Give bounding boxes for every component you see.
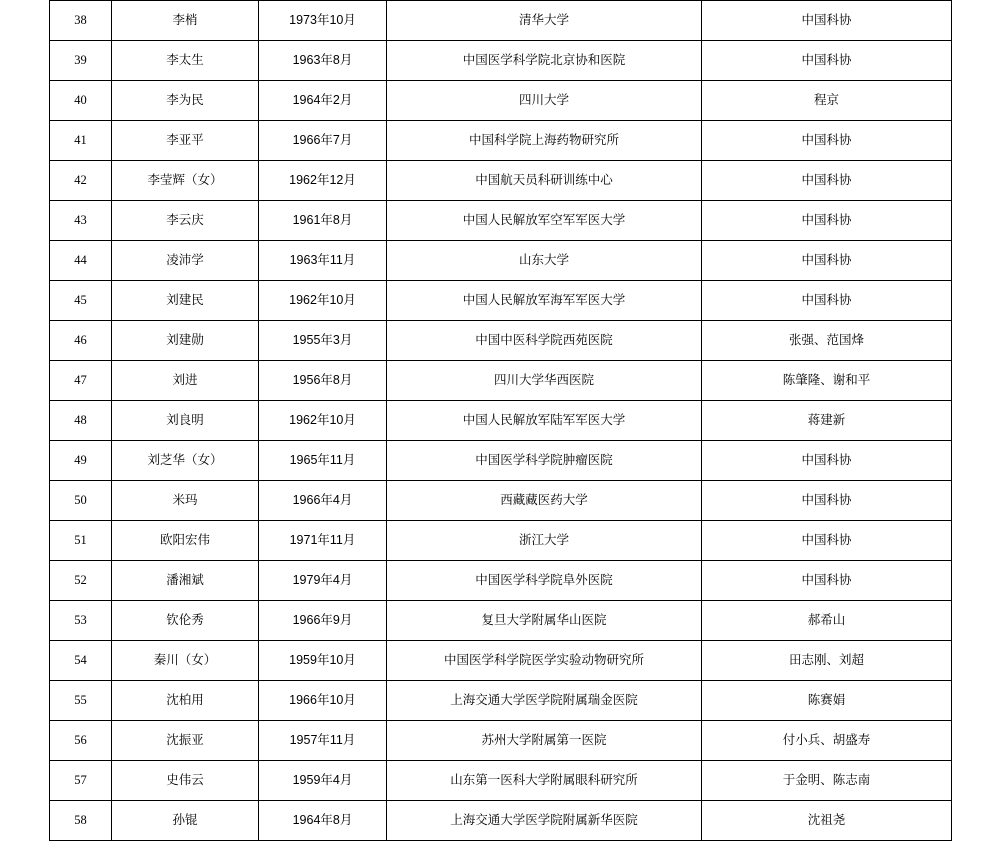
cell-nominator: 于金明、陈志南 — [702, 761, 952, 801]
cell-nominator: 郝希山 — [702, 601, 952, 641]
cell-org: 中国航天员科研训练中心 — [387, 161, 702, 201]
cell-index: 41 — [50, 121, 112, 161]
cell-name: 沈振亚 — [112, 721, 259, 761]
cell-org: 中国医学科学院阜外医院 — [387, 561, 702, 601]
table-row — [50, 401, 952, 441]
cell-nominator: 付小兵、胡盛寿 — [702, 721, 952, 761]
cell-nominator: 中国科协 — [702, 521, 952, 561]
table-row — [50, 761, 952, 801]
table-row — [50, 161, 952, 201]
cell-nominator: 程京 — [702, 81, 952, 121]
cell-nominator: 中国科协 — [702, 1, 952, 41]
cell-index: 40 — [50, 81, 112, 121]
cell-nominator: 沈祖尧 — [702, 801, 952, 841]
cell-index: 46 — [50, 321, 112, 361]
table-row — [50, 601, 952, 641]
cell-nominator: 蒋建新 — [702, 401, 952, 441]
cell-name: 李莹辉（女） — [112, 161, 259, 201]
cell-name: 刘芝华（女） — [112, 441, 259, 481]
cell-index: 42 — [50, 161, 112, 201]
cell-name: 李云庆 — [112, 201, 259, 241]
cell-nominator: 中国科协 — [702, 241, 952, 281]
cell-birth: 1962年10月 — [259, 401, 387, 441]
cell-name: 李太生 — [112, 41, 259, 81]
cell-org: 中国医学科学院医学实验动物研究所 — [387, 641, 702, 681]
cell-birth: 1959年4月 — [259, 761, 387, 801]
table-row — [50, 521, 952, 561]
cell-nominator: 中国科协 — [702, 561, 952, 601]
cell-org: 中国人民解放军空军军医大学 — [387, 201, 702, 241]
cell-birth: 1961年8月 — [259, 201, 387, 241]
cell-birth: 1966年9月 — [259, 601, 387, 641]
cell-index: 44 — [50, 241, 112, 281]
cell-name: 李为民 — [112, 81, 259, 121]
cell-org: 浙江大学 — [387, 521, 702, 561]
cell-name: 李梢 — [112, 1, 259, 41]
cell-name: 李亚平 — [112, 121, 259, 161]
cell-index: 48 — [50, 401, 112, 441]
cell-index: 54 — [50, 641, 112, 681]
cell-org: 复旦大学附属华山医院 — [387, 601, 702, 641]
candidate-roster-table — [49, 0, 952, 841]
table-row — [50, 281, 952, 321]
cell-index: 52 — [50, 561, 112, 601]
cell-name: 秦川（女） — [112, 641, 259, 681]
cell-index: 58 — [50, 801, 112, 841]
cell-birth: 1957年11月 — [259, 721, 387, 761]
cell-org: 上海交通大学医学院附属瑞金医院 — [387, 681, 702, 721]
cell-birth: 1966年7月 — [259, 121, 387, 161]
table-row — [50, 681, 952, 721]
cell-org: 中国中医科学院西苑医院 — [387, 321, 702, 361]
cell-index: 39 — [50, 41, 112, 81]
cell-name: 刘建民 — [112, 281, 259, 321]
cell-index: 38 — [50, 1, 112, 41]
cell-nominator: 中国科协 — [702, 161, 952, 201]
table-row — [50, 361, 952, 401]
cell-index: 45 — [50, 281, 112, 321]
table-row — [50, 441, 952, 481]
cell-nominator: 中国科协 — [702, 441, 952, 481]
cell-birth: 1959年10月 — [259, 641, 387, 681]
cell-nominator: 陈肇隆、谢和平 — [702, 361, 952, 401]
cell-index: 47 — [50, 361, 112, 401]
cell-org: 中国人民解放军海军军医大学 — [387, 281, 702, 321]
cell-birth: 1963年8月 — [259, 41, 387, 81]
cell-birth: 1971年11月 — [259, 521, 387, 561]
cell-name: 米玛 — [112, 481, 259, 521]
table-row — [50, 641, 952, 681]
cell-org: 西藏藏医药大学 — [387, 481, 702, 521]
cell-birth: 1956年8月 — [259, 361, 387, 401]
cell-name: 潘湘斌 — [112, 561, 259, 601]
cell-birth: 1962年10月 — [259, 281, 387, 321]
cell-birth: 1966年4月 — [259, 481, 387, 521]
cell-birth: 1963年11月 — [259, 241, 387, 281]
cell-birth: 1965年11月 — [259, 441, 387, 481]
cell-name: 史伟云 — [112, 761, 259, 801]
cell-nominator: 中国科协 — [702, 281, 952, 321]
cell-name: 刘建勋 — [112, 321, 259, 361]
cell-org: 上海交通大学医学院附属新华医院 — [387, 801, 702, 841]
cell-name: 刘良明 — [112, 401, 259, 441]
cell-name: 凌沛学 — [112, 241, 259, 281]
cell-birth: 1973年10月 — [259, 1, 387, 41]
cell-org: 中国人民解放军陆军军医大学 — [387, 401, 702, 441]
cell-nominator: 中国科协 — [702, 481, 952, 521]
table-row — [50, 41, 952, 81]
cell-nominator: 中国科协 — [702, 201, 952, 241]
table-body — [50, 1, 952, 841]
cell-index: 49 — [50, 441, 112, 481]
table-row — [50, 1, 952, 41]
cell-org: 中国科学院上海药物研究所 — [387, 121, 702, 161]
cell-org: 苏州大学附属第一医院 — [387, 721, 702, 761]
cell-org: 四川大学华西医院 — [387, 361, 702, 401]
cell-index: 53 — [50, 601, 112, 641]
table-row — [50, 721, 952, 761]
cell-org: 山东大学 — [387, 241, 702, 281]
cell-index: 55 — [50, 681, 112, 721]
cell-name: 欧阳宏伟 — [112, 521, 259, 561]
table-row — [50, 201, 952, 241]
table-row — [50, 121, 952, 161]
cell-index: 57 — [50, 761, 112, 801]
table-row — [50, 801, 952, 841]
cell-name: 孙锟 — [112, 801, 259, 841]
cell-index: 51 — [50, 521, 112, 561]
cell-birth: 1962年12月 — [259, 161, 387, 201]
cell-org: 山东第一医科大学附属眼科研究所 — [387, 761, 702, 801]
cell-org: 清华大学 — [387, 1, 702, 41]
cell-birth: 1979年4月 — [259, 561, 387, 601]
cell-org: 四川大学 — [387, 81, 702, 121]
table-row — [50, 241, 952, 281]
table-row — [50, 561, 952, 601]
cell-birth: 1955年3月 — [259, 321, 387, 361]
cell-nominator: 田志刚、刘超 — [702, 641, 952, 681]
cell-name: 沈柏用 — [112, 681, 259, 721]
cell-name: 刘进 — [112, 361, 259, 401]
cell-nominator: 陈赛娟 — [702, 681, 952, 721]
cell-nominator: 中国科协 — [702, 41, 952, 81]
table-row — [50, 481, 952, 521]
cell-org: 中国医学科学院肿瘤医院 — [387, 441, 702, 481]
cell-name: 钦伦秀 — [112, 601, 259, 641]
cell-nominator: 中国科协 — [702, 121, 952, 161]
cell-birth: 1966年10月 — [259, 681, 387, 721]
cell-nominator: 张强、范国烽 — [702, 321, 952, 361]
cell-birth: 1964年8月 — [259, 801, 387, 841]
cell-index: 50 — [50, 481, 112, 521]
cell-birth: 1964年2月 — [259, 81, 387, 121]
table-row — [50, 81, 952, 121]
cell-org: 中国医学科学院北京协和医院 — [387, 41, 702, 81]
cell-index: 43 — [50, 201, 112, 241]
table-row — [50, 321, 952, 361]
cell-index: 56 — [50, 721, 112, 761]
